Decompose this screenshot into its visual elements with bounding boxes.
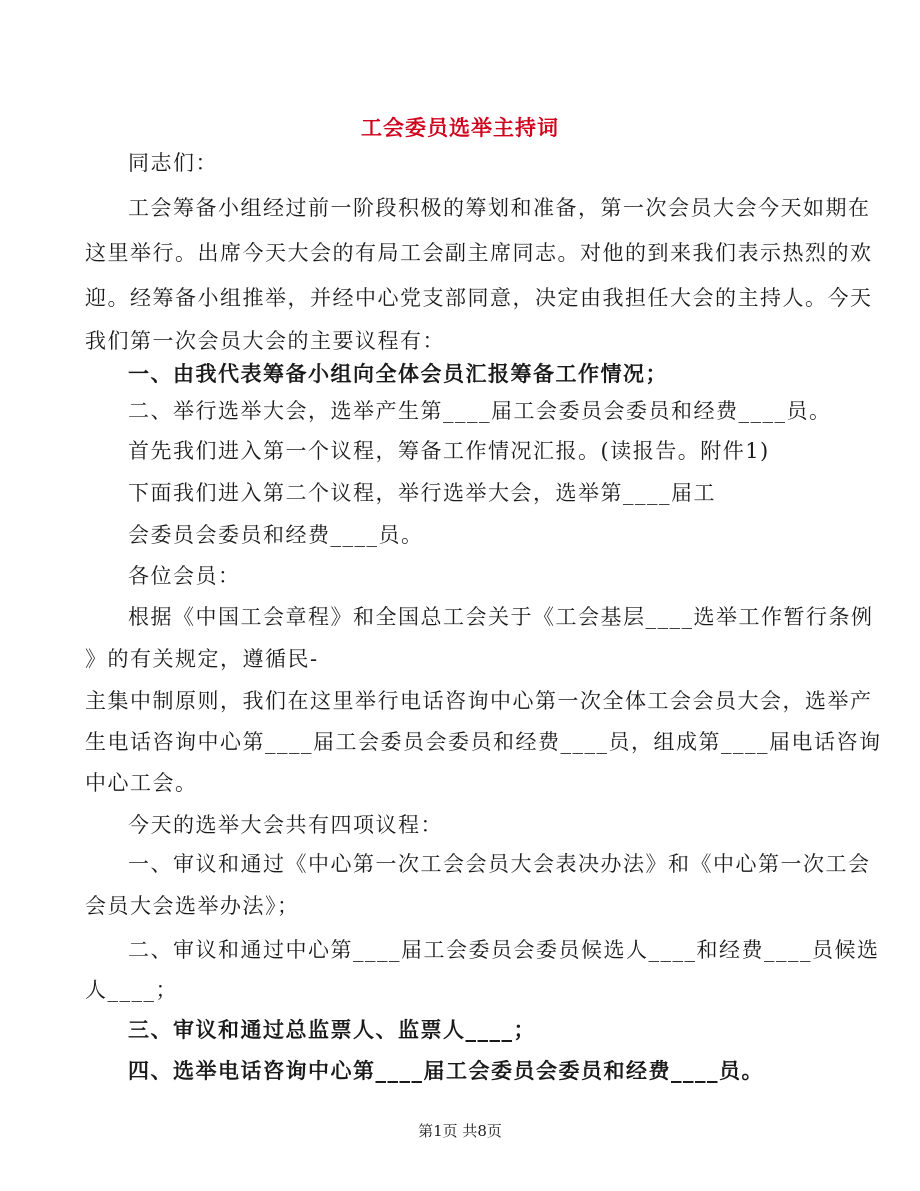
paragraph-line: 我们第一次会员大会的主要议程有： [85, 329, 445, 353]
paragraph-line: 首先我们进入第一个议程，筹备工作情况汇报。(读报告。附件1) [128, 439, 770, 463]
paragraph-line: 迎。经筹备小组推举，并经中心党支部同意，决定由我担任大会的主持人。今天 [85, 286, 873, 310]
paragraph-line: 这里举行。出席今天大会的有局工会副主席同志。对他的到来我们表示热烈的欢 [85, 241, 873, 265]
agenda-item-1: 一、审议和通过《中心第一次工会会员大会表决办法》和《中心第一次工会 [128, 852, 871, 876]
agenda-item-3: 三、审议和通过总监票人、监票人____； [128, 1017, 536, 1042]
paragraph-line: 中心工会。 [85, 771, 198, 795]
paragraph-line: 同志们： [128, 151, 218, 175]
paragraph-line: 工会筹备小组经过前一阶段积极的筹划和准备，第一次会员大会今天如期在 [128, 196, 871, 220]
agenda-item-1: 一、由我代表筹备小组向全体会员汇报筹备工作情况； [128, 361, 668, 386]
paragraph-line: 根据《中国工会章程》和全国总工会关于《工会基层____选举工作暂行条例 [128, 605, 874, 629]
agenda-item-4: 四、选举电话咨询中心第____届工会委员会委员和经费____员。 [128, 1058, 764, 1083]
page-footer: 第1页 共8页 [418, 1122, 502, 1140]
paragraph-line: 各位会员： [128, 564, 241, 588]
paragraph-line: 今天的选举大会共有四项议程： [128, 813, 443, 837]
paragraph-line: 会员大会选举办法》； [85, 894, 300, 918]
paragraph-line: 会委员会委员和经费____员。 [128, 523, 424, 547]
agenda-item-2: 二、审议和通过中心第____届工会委员会委员候选人____和经费____员候选 [128, 938, 880, 962]
paragraph-line: 》的有关规定，遵循民- [85, 647, 319, 671]
paragraph-line: 人____； [85, 978, 178, 1002]
paragraph-line: 生电话咨询中心第____届工会委员会委员和经费____员，组成第____届电话咨询 [85, 730, 882, 754]
document-title: 工会委员选举主持词 [361, 115, 559, 140]
paragraph-line: 主集中制原则，我们在这里举行电话咨询中心第一次全体工会会员大会，选举产 [85, 689, 873, 713]
paragraph-line: 下面我们进入第二个议程，举行选举大会，选举第____届工 [128, 481, 716, 505]
agenda-item-2: 二、举行选举大会，选举产生第____届工会委员会委员和经费____员。 [128, 399, 832, 423]
